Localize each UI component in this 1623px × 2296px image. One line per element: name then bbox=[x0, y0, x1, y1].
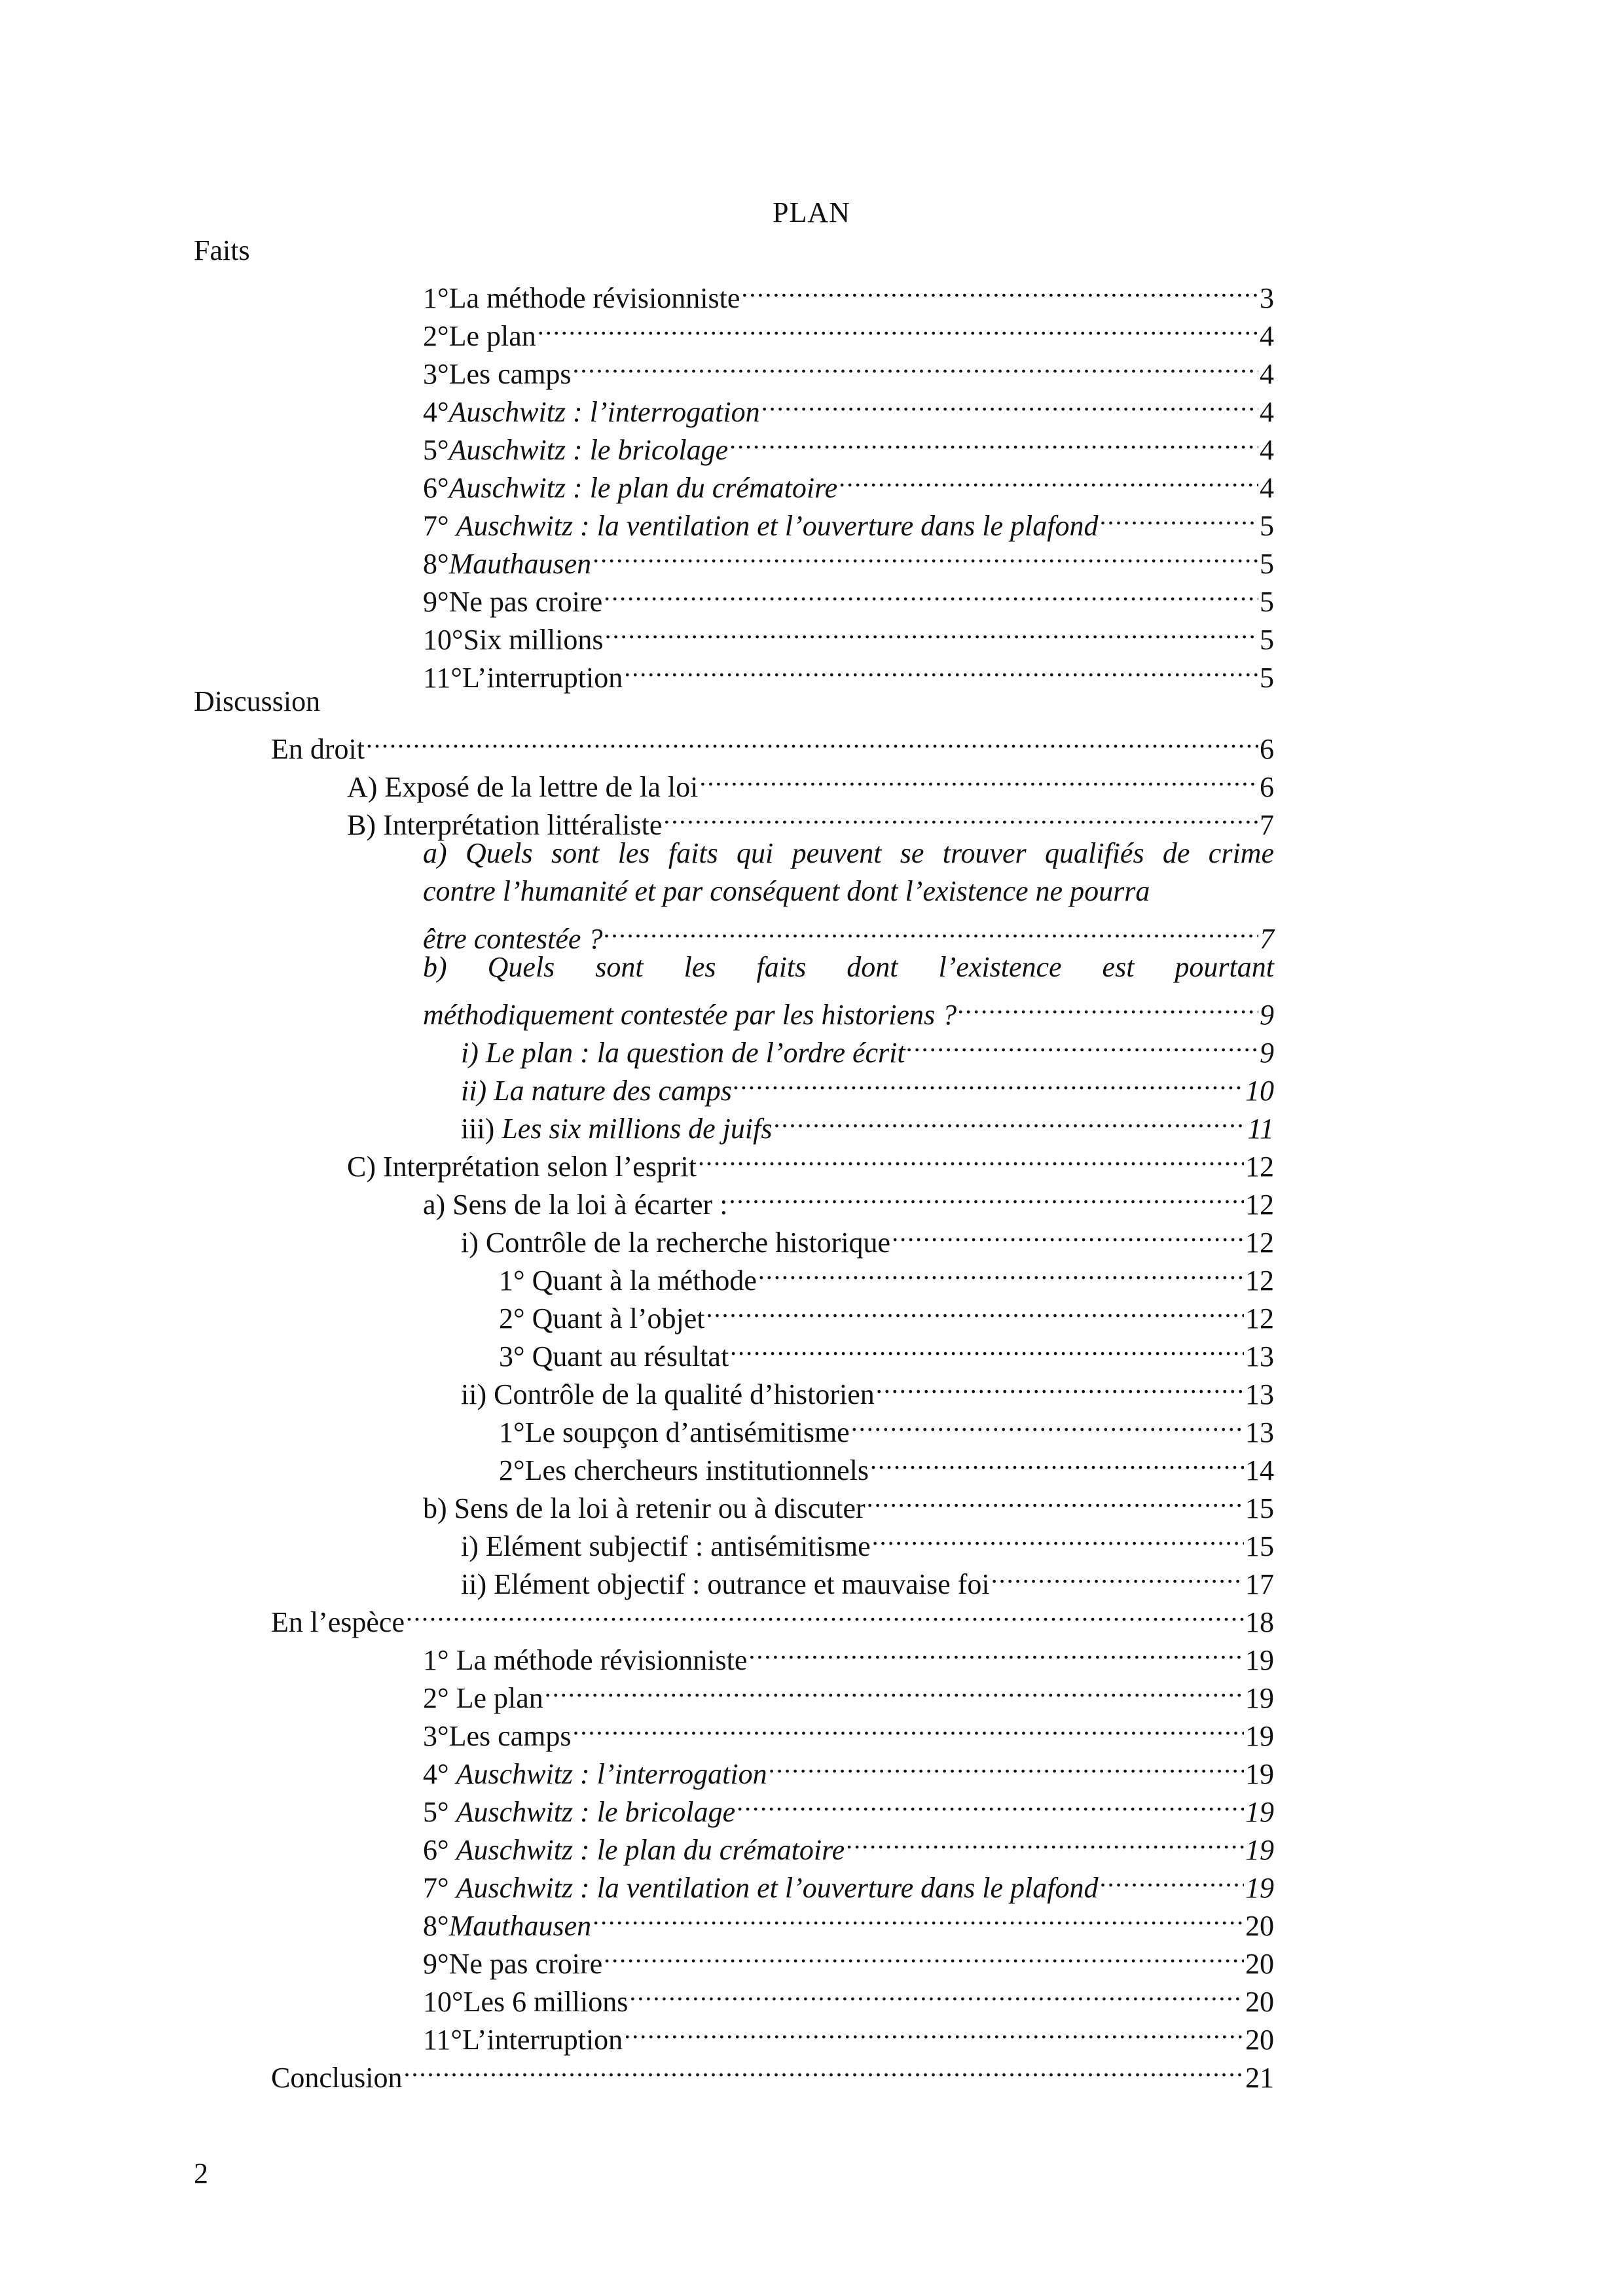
toc-entry[interactable]: ii) Elément objectif : outrance et mauvaise foi ..... 17 bbox=[461, 1556, 1274, 1594]
toc-para-b-line1: b) Quels sont les faits dont l’existence est pourtant bbox=[423, 951, 1274, 983]
toc-entry-page: 3 bbox=[1260, 282, 1274, 314]
dot-leader bbox=[699, 759, 1258, 797]
dot-leader bbox=[538, 308, 1258, 346]
toc-entry[interactable]: 11°L’interruption ..... 5 bbox=[423, 649, 1274, 687]
toc-entry[interactable]: 8°Mauthausen ..... 5 bbox=[423, 535, 1274, 573]
toc-entry[interactable]: 10°Six millions ..... 5 bbox=[423, 611, 1274, 649]
dot-leader bbox=[629, 1973, 1244, 2011]
dot-leader bbox=[892, 1214, 1244, 1252]
toc-entry[interactable]: 1° La méthode révisionniste ..... 19 bbox=[423, 1632, 1274, 1670]
toc-entry[interactable]: En droit ..... 6 bbox=[271, 721, 1274, 759]
toc-entry[interactable]: 10°Les 6 millions ..... 20 bbox=[423, 1973, 1274, 2011]
toc-entry[interactable]: 7° Auschwitz : la ventilation et l’ouverture dans le plafond ..... 19 bbox=[423, 1859, 1274, 1897]
dot-leader bbox=[403, 2049, 1244, 2087]
dot-leader bbox=[604, 573, 1258, 611]
dot-leader bbox=[1100, 497, 1259, 535]
toc-entry[interactable]: 1°Le soupçon d’antisémitisme ..... 13 bbox=[499, 1404, 1274, 1442]
page-title: PLAN bbox=[773, 196, 850, 228]
toc-entry[interactable]: 3°Les camps ..... 19 bbox=[423, 1708, 1274, 1746]
dot-leader bbox=[1100, 1859, 1245, 1897]
dot-leader bbox=[604, 910, 1258, 948]
dot-leader bbox=[773, 1100, 1246, 1138]
toc-entry[interactable]: 6° Auschwitz : le plan du crématoire ..... 19 bbox=[423, 1821, 1274, 1859]
dot-leader bbox=[748, 1632, 1244, 1670]
dot-leader bbox=[769, 1746, 1244, 1784]
toc-entry[interactable]: i) Le plan : la question de l’ordre écrit ..... 9 bbox=[461, 1024, 1274, 1062]
toc-para-a-line2: contre l’humanité et par conséquent dont l’existence ne pourra bbox=[423, 875, 1150, 907]
toc-para-a-line1: a) Quels sont les faits qui peuvent se trouver qualifiés de crime bbox=[423, 837, 1274, 869]
toc-entry[interactable]: ii) Contrôle de la qualité d’historien ..... 13 bbox=[461, 1366, 1274, 1404]
dot-leader bbox=[867, 1480, 1244, 1518]
dot-leader bbox=[733, 1062, 1244, 1100]
toc-entry[interactable]: C) Interprétation selon l’esprit ..... 12 bbox=[347, 1138, 1274, 1176]
toc-entry[interactable]: A) Exposé de la lettre de la loi ..... 6 bbox=[347, 759, 1274, 797]
toc-entry[interactable]: iii) Les six millions de juifs ..... 11 bbox=[461, 1100, 1274, 1138]
dot-leader bbox=[706, 1290, 1244, 1328]
dot-leader bbox=[870, 1442, 1244, 1480]
dot-leader bbox=[846, 1821, 1244, 1859]
dot-leader bbox=[991, 1556, 1244, 1594]
dot-leader bbox=[729, 422, 1258, 459]
toc-entry[interactable]: En l’espèce ..... 18 bbox=[271, 1594, 1274, 1632]
toc-entry[interactable]: 3°Les camps ..... 4 bbox=[423, 346, 1274, 384]
dot-leader bbox=[761, 384, 1258, 422]
dot-leader bbox=[876, 1366, 1244, 1404]
toc-entry-label: 1°La méthode révisionniste bbox=[423, 282, 740, 314]
dot-leader bbox=[851, 1404, 1244, 1442]
dot-leader bbox=[406, 1594, 1244, 1632]
dot-leader bbox=[741, 270, 1258, 308]
toc-entry[interactable]: 8°Mauthausen ..... 20 bbox=[423, 1897, 1274, 1935]
dot-leader bbox=[758, 1252, 1244, 1290]
dot-leader bbox=[624, 2011, 1244, 2049]
toc-entry[interactable]: 4° Auschwitz : l’interrogation ..... 19 bbox=[423, 1746, 1274, 1784]
dot-leader bbox=[605, 611, 1258, 649]
toc-entry[interactable]: 5°Auschwitz : le bricolage ..... 4 bbox=[423, 422, 1274, 459]
dot-leader bbox=[593, 535, 1258, 573]
toc-entry[interactable]: 2°Le plan ..... 4 bbox=[423, 308, 1274, 346]
dot-leader bbox=[729, 1176, 1244, 1214]
toc-entry[interactable]: i) Elément subjectif : antisémitisme ..... 15 bbox=[461, 1518, 1274, 1556]
dot-leader bbox=[624, 649, 1258, 687]
section-discussion: Discussion bbox=[194, 685, 321, 717]
dot-leader bbox=[958, 986, 1258, 1024]
dot-leader bbox=[366, 721, 1258, 759]
dot-leader bbox=[663, 797, 1258, 834]
dot-leader bbox=[907, 1024, 1258, 1062]
toc-entry[interactable]: 5° Auschwitz : le bricolage ..... 19 bbox=[423, 1784, 1274, 1821]
toc-entry[interactable]: 7° Auschwitz : la ventilation et l’ouverture dans le plafond ..... 5 bbox=[423, 497, 1274, 535]
dot-leader bbox=[737, 1784, 1244, 1821]
toc-entry[interactable]: Conclusion ..... 21 bbox=[271, 2049, 1274, 2087]
toc-entry[interactable]: a) Sens de la loi à écarter : ..... 12 bbox=[423, 1176, 1274, 1214]
toc-entry[interactable]: ii) La nature des camps ..... 10 bbox=[461, 1062, 1274, 1100]
dot-leader bbox=[730, 1328, 1244, 1366]
toc-entry[interactable]: 2°Les chercheurs institutionnels ..... 14 bbox=[499, 1442, 1274, 1480]
toc-entry[interactable]: 1° Quant à la méthode ..... 12 bbox=[499, 1252, 1274, 1290]
dot-leader bbox=[872, 1518, 1244, 1556]
toc-entry[interactable]: B) Interprétation littéraliste ..... 7 bbox=[347, 797, 1274, 834]
dot-leader bbox=[593, 1897, 1244, 1935]
toc-entry[interactable]: 9°Ne pas croire ..... 5 bbox=[423, 573, 1274, 611]
toc-entry[interactable]: 6°Auschwitz : le plan du crématoire ..... 4 bbox=[423, 459, 1274, 497]
toc-entry[interactable]: 2° Le plan ..... 19 bbox=[423, 1670, 1274, 1708]
dot-leader bbox=[573, 346, 1258, 384]
toc-entry[interactable]: 11°L’interruption ..... 20 bbox=[423, 2011, 1274, 2049]
toc-entry[interactable]: méthodiquement contestée par les historiens ? ..... 9 bbox=[423, 986, 1274, 1024]
toc-entry[interactable]: être contestée ? ..... 7 bbox=[423, 910, 1274, 948]
dot-leader bbox=[839, 459, 1258, 497]
toc-entry[interactable]: b) Sens de la loi à retenir ou à discuter ..... 15 bbox=[423, 1480, 1274, 1518]
toc-entry[interactable]: i) Contrôle de la recherche historique ..... 12 bbox=[461, 1214, 1274, 1252]
dot-leader bbox=[698, 1138, 1244, 1176]
dot-leader bbox=[573, 1708, 1244, 1746]
dot-leader bbox=[545, 1670, 1244, 1708]
toc-entry[interactable]: 9°Ne pas croire ..... 20 bbox=[423, 1935, 1274, 1973]
toc-entry[interactable] bbox=[423, 270, 1274, 314]
toc-entry[interactable]: 4°Auschwitz : l’interrogation ..... 4 bbox=[423, 384, 1274, 422]
dot-leader bbox=[604, 1935, 1244, 1973]
toc-entry[interactable]: 3° Quant au résultat ..... 13 bbox=[499, 1328, 1274, 1366]
section-faits: Faits bbox=[194, 234, 250, 266]
toc-entry[interactable]: 2° Quant à l’objet ..... 12 bbox=[499, 1290, 1274, 1328]
page-number: 2 bbox=[194, 2157, 208, 2189]
